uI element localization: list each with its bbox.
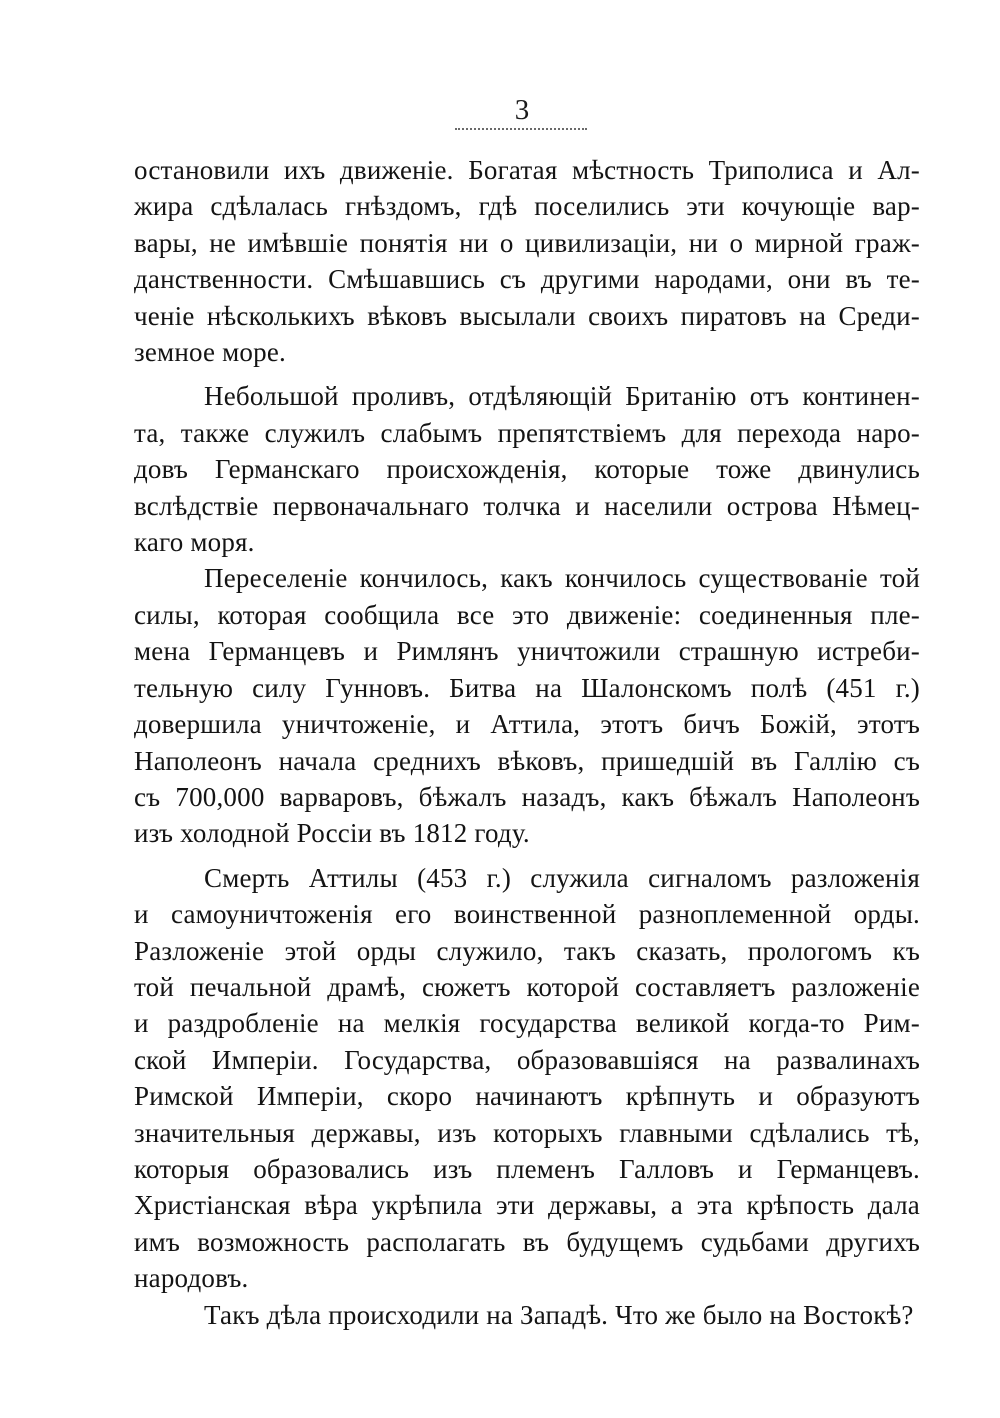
paragraph xyxy=(134,860,920,1297)
text-line: изъ холодной Россіи въ 1812 году. xyxy=(134,818,530,849)
text-line: довъ Германскаго происхожденія, которые тоже двинулись xyxy=(134,454,920,485)
text-line: имъ возможность располагать въ будущемъ судьбами другихъ xyxy=(134,1226,920,1257)
text-line: Римской Имперіи, скоро начинаютъ крѣпнуть и образуютъ xyxy=(134,1081,920,1112)
text-line: ской Имперіи. Государства, образовавшіяся на развалинахъ xyxy=(134,1044,920,1075)
text-line: Наполеонъ начала среднихъ вѣковъ, пришедшій въ Галлію съ xyxy=(134,745,920,776)
text-line: данственности. Смѣшавшись съ другими народами, они въ те- xyxy=(134,264,920,295)
text-line: Христіанская вѣра укрѣпила эти державы, а эта крѣпость дала xyxy=(134,1190,920,1221)
text-line: земное море. xyxy=(134,337,286,368)
text-line: и раздробленіе на мелкія государства великой когда-то Рим- xyxy=(134,1008,920,1039)
text-line: тельную силу Гунновъ. Битва на Шалонскомъ полѣ (451 г.) xyxy=(134,672,920,703)
text-line: которыя образовались изъ племенъ Галловъ и Германцевъ. xyxy=(134,1153,920,1184)
text-line: той печальной драмѣ, сюжетъ которой составляетъ разложеніе xyxy=(134,971,920,1002)
text-line: остановили ихъ движеніе. Богатая мѣстность Триполиса и Ал- xyxy=(134,155,920,185)
paragraph xyxy=(134,560,920,851)
header-divider xyxy=(455,128,587,130)
paragraph xyxy=(134,1297,920,1333)
body-text xyxy=(134,152,920,1333)
paragraph xyxy=(134,152,920,370)
text-line: силы, которая сообщила все это движеніе: соединенныя пле- xyxy=(134,599,920,630)
text-line: мена Германцевъ и Римлянъ уничтожили страшную истреби- xyxy=(134,636,920,667)
text-line: вслѣдствіе первоначальнаго толчка и населили острова Нѣмец- xyxy=(134,490,920,521)
text-line: и самоуничтоженія его воинственной разноплеменной орды. xyxy=(134,899,920,930)
text-line: Переселеніе кончилось, какъ кончилось существованіе той xyxy=(204,563,920,594)
text-line: Смерть Аттилы (453 г.) служила сигналомъ разложенія xyxy=(204,862,920,893)
text-line: значительныя державы, изъ которыхъ главными сдѣлались тѣ, xyxy=(134,1117,920,1148)
text-line: вары, не имѣвшіе понятія ни о цивилизаціи, ни о мирной граж- xyxy=(134,227,920,258)
text-line: каго моря. xyxy=(134,527,255,558)
text-line: съ 700,000 варваровъ, бѣжалъ назадъ, какъ бѣжалъ Наполеонъ xyxy=(134,781,920,812)
page-number: 3 xyxy=(514,94,530,126)
text-line: народовъ. xyxy=(134,1263,249,1294)
text-line: ченіе нѣсколькихъ вѣковъ высылали своихъ пиратовъ на Среди- xyxy=(134,300,920,331)
paragraph xyxy=(134,378,920,560)
text-line: довершила уничтоженіе, и Аттила, этотъ бичъ Божій, этотъ xyxy=(134,709,920,740)
text-line: жира сдѣлалась гнѣздомъ, гдѣ поселились эти кочующіе вар- xyxy=(134,191,920,222)
text-line: та, также служилъ слабымъ препятствіемъ для перехода наро- xyxy=(134,417,920,448)
text-line: Небольшой проливъ, отдѣляющій Британію отъ континен- xyxy=(204,381,920,412)
text-line: Такъ дѣла происходили на Западѣ. Что же было на Востокѣ? xyxy=(204,1299,914,1330)
text-line: Разложеніе этой орды служило, такъ сказать, прологомъ къ xyxy=(134,935,920,966)
